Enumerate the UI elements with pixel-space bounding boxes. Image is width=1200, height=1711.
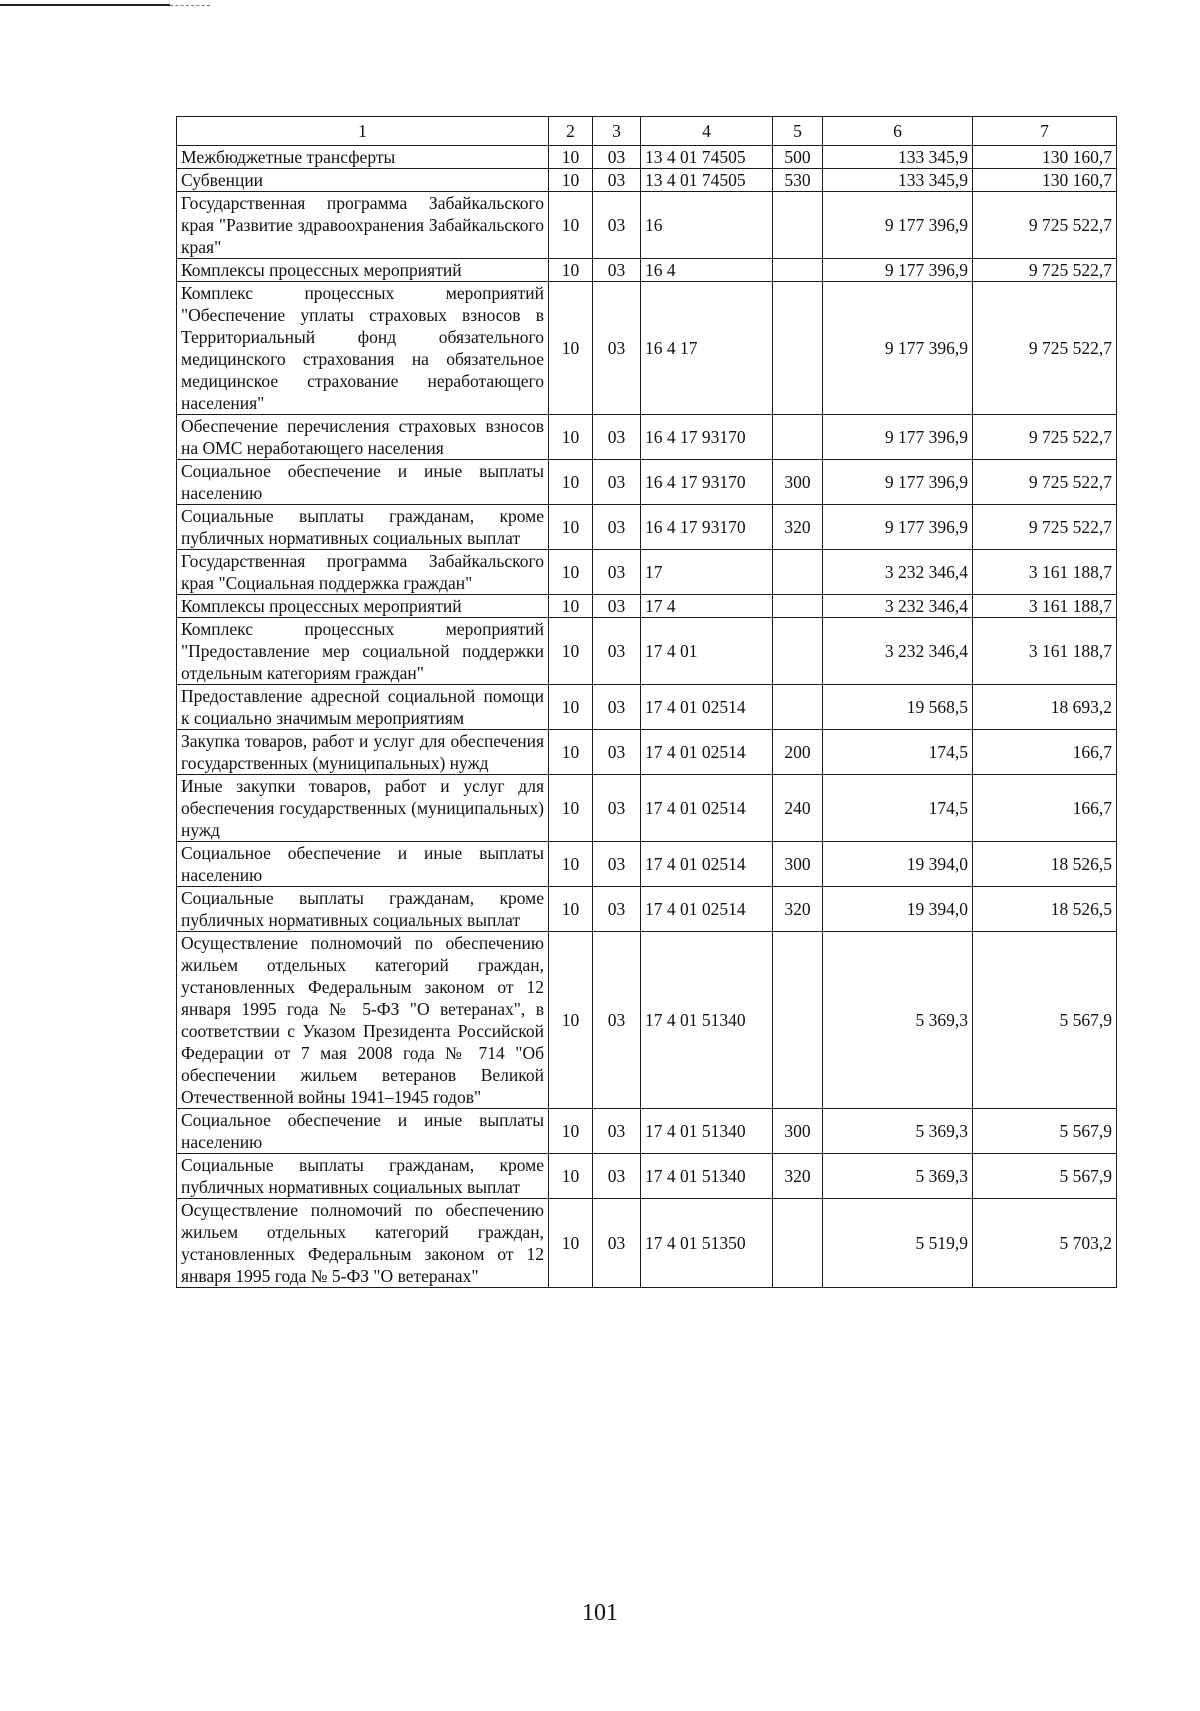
row-name-cell: Закупка товаров, работ и услуг для обеспечения государственных (муниципальных) нужд bbox=[177, 730, 549, 775]
amount-year1-cell: 9 177 396,9 bbox=[823, 415, 973, 460]
section-cell: 10 bbox=[549, 550, 593, 595]
row-name-cell: Обеспечение перечисления страховых взносов на ОМС неработающего населения bbox=[177, 415, 549, 460]
expense-type-cell: 240 bbox=[773, 775, 823, 842]
subsection-cell: 03 bbox=[593, 146, 641, 169]
section-cell: 10 bbox=[549, 730, 593, 775]
amount-year1-cell: 174,5 bbox=[823, 775, 973, 842]
section-cell: 10 bbox=[549, 282, 593, 415]
amount-year1-cell: 19 394,0 bbox=[823, 887, 973, 932]
row-name-cell: Осуществление полномочий по обеспечению жильем отдельных категорий граждан, установленных Федеральным законом от 12 января 1995 года № 5-ФЗ "О ветеранах" bbox=[177, 1199, 549, 1288]
amount-year2-cell: 18 693,2 bbox=[973, 685, 1117, 730]
table-row bbox=[177, 146, 1117, 169]
amount-year1-cell: 9 177 396,9 bbox=[823, 192, 973, 259]
amount-year1-cell: 5 519,9 bbox=[823, 1199, 973, 1288]
expense-type-cell bbox=[773, 259, 823, 282]
row-name-cell: Социальные выплаты гражданам, кроме публичных нормативных социальных выплат bbox=[177, 505, 549, 550]
subsection-cell: 03 bbox=[593, 415, 641, 460]
row-name-cell: Иные закупки товаров, работ и услуг для обеспечения государственных (муниципальных) нужд bbox=[177, 775, 549, 842]
amount-year1-cell: 3 232 346,4 bbox=[823, 595, 973, 618]
table-header bbox=[177, 117, 1117, 146]
section-cell: 10 bbox=[549, 887, 593, 932]
table-row bbox=[177, 550, 1117, 595]
section-cell: 10 bbox=[549, 146, 593, 169]
table-row bbox=[177, 887, 1117, 932]
amount-year1-cell: 9 177 396,9 bbox=[823, 505, 973, 550]
subsection-cell: 03 bbox=[593, 730, 641, 775]
target-article-cell: 17 4 bbox=[641, 595, 773, 618]
column-header-4: 4 bbox=[641, 117, 773, 146]
subsection-cell: 03 bbox=[593, 505, 641, 550]
expense-type-cell: 320 bbox=[773, 887, 823, 932]
row-name-cell: Осуществление полномочий по обеспечению жильем отдельных категорий граждан, установленных Федеральным законом от 12 января 1995 года № 5-ФЗ "О ветеранах", в соответствии с Указом Президента Российской Федерации от 7 мая 2008 года № 714 "Об обеспечении жильем ветеранов Великой Отечественной войны 1941–1945 годов" bbox=[177, 932, 549, 1109]
target-article-cell: 17 4 01 02514 bbox=[641, 775, 773, 842]
expense-type-cell bbox=[773, 415, 823, 460]
target-article-cell: 17 4 01 02514 bbox=[641, 730, 773, 775]
amount-year1-cell: 5 369,3 bbox=[823, 932, 973, 1109]
amount-year2-cell: 9 725 522,7 bbox=[973, 460, 1117, 505]
section-cell: 10 bbox=[549, 595, 593, 618]
row-name-cell: Социальные выплаты гражданам, кроме публичных нормативных социальных выплат bbox=[177, 1154, 549, 1199]
row-name-cell: Государственная программа Забайкальского края "Развитие здравоохранения Забайкальского края" bbox=[177, 192, 549, 259]
amount-year2-cell: 9 725 522,7 bbox=[973, 505, 1117, 550]
table-row bbox=[177, 192, 1117, 259]
expense-type-cell bbox=[773, 932, 823, 1109]
table-row bbox=[177, 618, 1117, 685]
target-article-cell: 16 bbox=[641, 192, 773, 259]
scan-top-rule-dashed bbox=[170, 5, 210, 6]
amount-year1-cell: 5 369,3 bbox=[823, 1109, 973, 1154]
subsection-cell: 03 bbox=[593, 1154, 641, 1199]
section-cell: 10 bbox=[549, 932, 593, 1109]
subsection-cell: 03 bbox=[593, 259, 641, 282]
column-header-7: 7 bbox=[973, 117, 1117, 146]
target-article-cell: 17 4 01 02514 bbox=[641, 842, 773, 887]
subsection-cell: 03 bbox=[593, 282, 641, 415]
expense-type-cell: 300 bbox=[773, 842, 823, 887]
table-row bbox=[177, 460, 1117, 505]
amount-year2-cell: 9 725 522,7 bbox=[973, 415, 1117, 460]
table-row bbox=[177, 259, 1117, 282]
subsection-cell: 03 bbox=[593, 887, 641, 932]
subsection-cell: 03 bbox=[593, 169, 641, 192]
table-row bbox=[177, 842, 1117, 887]
table-row bbox=[177, 932, 1117, 1109]
row-name-cell: Социальное обеспечение и иные выплаты населению bbox=[177, 842, 549, 887]
section-cell: 10 bbox=[549, 169, 593, 192]
table-row bbox=[177, 505, 1117, 550]
row-name-cell: Комплексы процессных мероприятий bbox=[177, 259, 549, 282]
subsection-cell: 03 bbox=[593, 932, 641, 1109]
table-row bbox=[177, 730, 1117, 775]
amount-year1-cell: 133 345,9 bbox=[823, 169, 973, 192]
subsection-cell: 03 bbox=[593, 595, 641, 618]
row-name-cell: Субвенции bbox=[177, 169, 549, 192]
amount-year1-cell: 133 345,9 bbox=[823, 146, 973, 169]
target-article-cell: 17 bbox=[641, 550, 773, 595]
amount-year2-cell: 5 567,9 bbox=[973, 932, 1117, 1109]
page-number: 101 bbox=[582, 1600, 618, 1626]
row-name-cell: Государственная программа Забайкальского края "Социальная поддержка граждан" bbox=[177, 550, 549, 595]
target-article-cell: 13 4 01 74505 bbox=[641, 169, 773, 192]
subsection-cell: 03 bbox=[593, 1199, 641, 1288]
amount-year2-cell: 3 161 188,7 bbox=[973, 595, 1117, 618]
target-article-cell: 16 4 17 93170 bbox=[641, 460, 773, 505]
amount-year2-cell: 3 161 188,7 bbox=[973, 550, 1117, 595]
row-name-cell: Комплексы процессных мероприятий bbox=[177, 595, 549, 618]
amount-year1-cell: 19 568,5 bbox=[823, 685, 973, 730]
expense-type-cell: 530 bbox=[773, 169, 823, 192]
amount-year1-cell: 3 232 346,4 bbox=[823, 618, 973, 685]
expense-type-cell bbox=[773, 685, 823, 730]
amount-year1-cell: 174,5 bbox=[823, 730, 973, 775]
table-row bbox=[177, 775, 1117, 842]
section-cell: 10 bbox=[549, 505, 593, 550]
table-row bbox=[177, 595, 1117, 618]
row-name-cell: Социальное обеспечение и иные выплаты населению bbox=[177, 1109, 549, 1154]
expense-type-cell bbox=[773, 1199, 823, 1288]
amount-year1-cell: 19 394,0 bbox=[823, 842, 973, 887]
row-name-cell: Межбюджетные трансферты bbox=[177, 146, 549, 169]
amount-year2-cell: 3 161 188,7 bbox=[973, 618, 1117, 685]
amount-year2-cell: 9 725 522,7 bbox=[973, 282, 1117, 415]
expense-type-cell: 320 bbox=[773, 505, 823, 550]
row-name-cell: Комплекс процессных мероприятий "Предоставление мер социальной поддержки отдельным категориям граждан" bbox=[177, 618, 549, 685]
expense-type-cell: 300 bbox=[773, 460, 823, 505]
amount-year2-cell: 166,7 bbox=[973, 730, 1117, 775]
amount-year2-cell: 130 160,7 bbox=[973, 146, 1117, 169]
amount-year1-cell: 9 177 396,9 bbox=[823, 259, 973, 282]
table-row bbox=[177, 1109, 1117, 1154]
subsection-cell: 03 bbox=[593, 1109, 641, 1154]
section-cell: 10 bbox=[549, 415, 593, 460]
expense-type-cell bbox=[773, 192, 823, 259]
section-cell: 10 bbox=[549, 1154, 593, 1199]
table-body bbox=[177, 146, 1117, 1288]
subsection-cell: 03 bbox=[593, 460, 641, 505]
section-cell: 10 bbox=[549, 685, 593, 730]
table-row bbox=[177, 1154, 1117, 1199]
section-cell: 10 bbox=[549, 775, 593, 842]
amount-year2-cell: 18 526,5 bbox=[973, 842, 1117, 887]
amount-year1-cell: 5 369,3 bbox=[823, 1154, 973, 1199]
row-name-cell: Социальные выплаты гражданам, кроме публичных нормативных социальных выплат bbox=[177, 887, 549, 932]
column-header-1: 1 bbox=[177, 117, 549, 146]
amount-year2-cell: 9 725 522,7 bbox=[973, 192, 1117, 259]
amount-year2-cell: 130 160,7 bbox=[973, 169, 1117, 192]
subsection-cell: 03 bbox=[593, 192, 641, 259]
expense-type-cell bbox=[773, 282, 823, 415]
section-cell: 10 bbox=[549, 460, 593, 505]
target-article-cell: 17 4 01 51340 bbox=[641, 1109, 773, 1154]
table-row bbox=[177, 169, 1117, 192]
expense-type-cell bbox=[773, 618, 823, 685]
section-cell: 10 bbox=[549, 618, 593, 685]
expense-type-cell: 200 bbox=[773, 730, 823, 775]
amount-year2-cell: 9 725 522,7 bbox=[973, 259, 1117, 282]
row-name-cell: Предоставление адресной социальной помощи к социально значимым мероприятиям bbox=[177, 685, 549, 730]
target-article-cell: 17 4 01 51340 bbox=[641, 932, 773, 1109]
row-name-cell: Социальное обеспечение и иные выплаты населению bbox=[177, 460, 549, 505]
subsection-cell: 03 bbox=[593, 775, 641, 842]
amount-year1-cell: 9 177 396,9 bbox=[823, 282, 973, 415]
amount-year1-cell: 3 232 346,4 bbox=[823, 550, 973, 595]
section-cell: 10 bbox=[549, 842, 593, 887]
expense-type-cell: 500 bbox=[773, 146, 823, 169]
row-name-cell: Комплекс процессных мероприятий "Обеспечение уплаты страховых взносов в Территориальный фонд обязательного медицинского страхования на обязательное медицинское страхование неработающего населения" bbox=[177, 282, 549, 415]
table-row bbox=[177, 415, 1117, 460]
section-cell: 10 bbox=[549, 1199, 593, 1288]
subsection-cell: 03 bbox=[593, 550, 641, 595]
column-header-2: 2 bbox=[549, 117, 593, 146]
expense-type-cell bbox=[773, 550, 823, 595]
amount-year2-cell: 166,7 bbox=[973, 775, 1117, 842]
table-row bbox=[177, 282, 1117, 415]
table-row bbox=[177, 685, 1117, 730]
column-header-3: 3 bbox=[593, 117, 641, 146]
target-article-cell: 17 4 01 02514 bbox=[641, 685, 773, 730]
subsection-cell: 03 bbox=[593, 685, 641, 730]
column-header-5: 5 bbox=[773, 117, 823, 146]
subsection-cell: 03 bbox=[593, 618, 641, 685]
scan-top-rule bbox=[0, 4, 170, 6]
expense-type-cell: 320 bbox=[773, 1154, 823, 1199]
amount-year2-cell: 18 526,5 bbox=[973, 887, 1117, 932]
target-article-cell: 16 4 bbox=[641, 259, 773, 282]
expense-type-cell bbox=[773, 595, 823, 618]
target-article-cell: 17 4 01 51340 bbox=[641, 1154, 773, 1199]
subsection-cell: 03 bbox=[593, 842, 641, 887]
target-article-cell: 13 4 01 74505 bbox=[641, 146, 773, 169]
expense-type-cell: 300 bbox=[773, 1109, 823, 1154]
header-row bbox=[177, 117, 1117, 146]
amount-year2-cell: 5 703,2 bbox=[973, 1199, 1117, 1288]
target-article-cell: 17 4 01 bbox=[641, 618, 773, 685]
amount-year1-cell: 9 177 396,9 bbox=[823, 460, 973, 505]
section-cell: 10 bbox=[549, 1109, 593, 1154]
amount-year2-cell: 5 567,9 bbox=[973, 1109, 1117, 1154]
section-cell: 10 bbox=[549, 192, 593, 259]
target-article-cell: 17 4 01 02514 bbox=[641, 887, 773, 932]
target-article-cell: 17 4 01 51350 bbox=[641, 1199, 773, 1288]
column-header-6: 6 bbox=[823, 117, 973, 146]
amount-year2-cell: 5 567,9 bbox=[973, 1154, 1117, 1199]
section-cell: 10 bbox=[549, 259, 593, 282]
table-row bbox=[177, 1199, 1117, 1288]
budget-table bbox=[176, 116, 1117, 1288]
target-article-cell: 16 4 17 bbox=[641, 282, 773, 415]
target-article-cell: 16 4 17 93170 bbox=[641, 415, 773, 460]
target-article-cell: 16 4 17 93170 bbox=[641, 505, 773, 550]
